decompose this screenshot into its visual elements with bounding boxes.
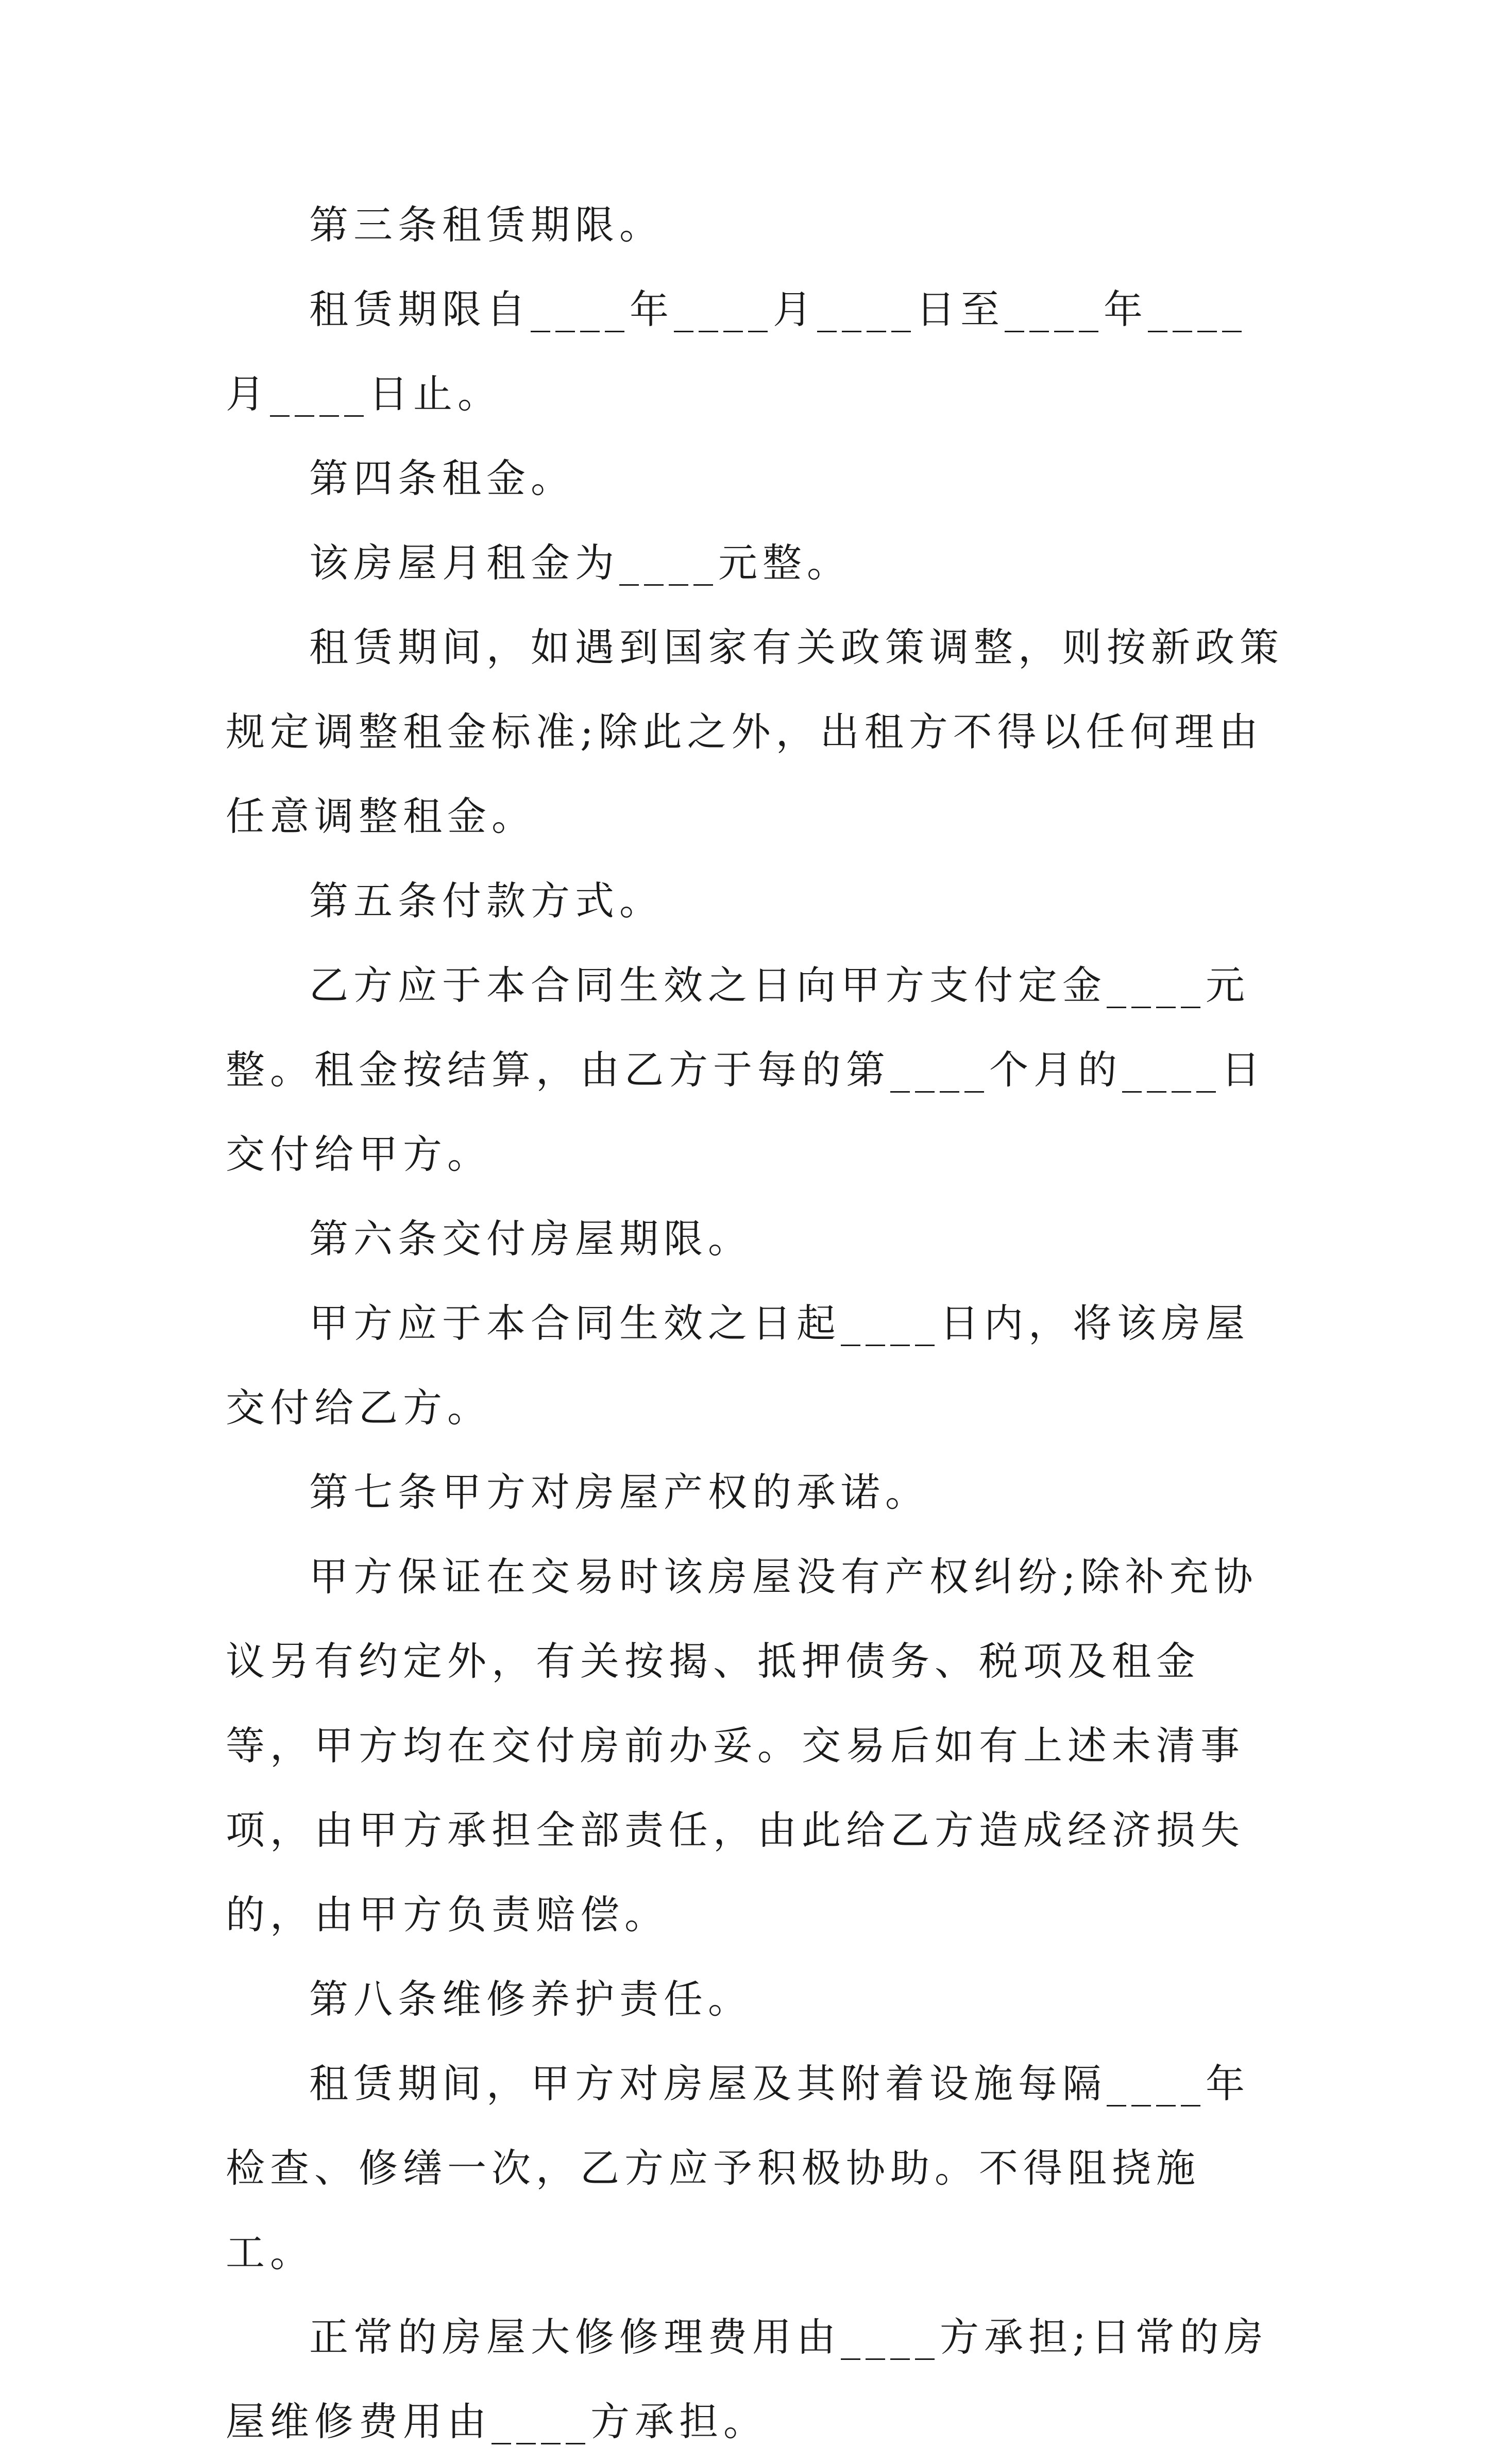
article-7-ownership-clause: 甲方保证在交易时该房屋没有产权纠纷;除补充协议另有约定外，有关按揭、抵押债务、税项及租金等，甲方均在交付房前办妥。交易后如有上述未清事项，由甲方承担全部责任，由此给乙方造成经济损失的，由甲方负责赔偿。: [226, 1554, 1258, 1938]
article-5-heading: 第五条付款方式。: [309, 878, 664, 924]
article-8-heading: 第八条维修养护责任。: [309, 1976, 752, 2022]
article-3-heading: 第三条租赁期限。: [309, 202, 664, 248]
article-4-heading: 第四条租金。: [309, 455, 575, 501]
article-6-delivery-clause: 甲方应于本合同生效之日起____日内，将该房屋交付给乙方。: [226, 1300, 1250, 1431]
article-4-rent-amount: 该房屋月租金为____元整。: [309, 540, 851, 586]
article-7-heading: 第七条甲方对房屋产权的承诺。: [309, 1469, 929, 1515]
article-8-repair-cost-clause: 正常的房屋大修修理费用由____方承担;日常的房屋维修费用由____方承担。: [226, 2314, 1268, 2444]
document-body: [226, 183, 1287, 2464]
article-5-payment-clause: 乙方应于本合同生效之日向甲方支付定金____元整。租金按结算，由乙方于每的第____个月的____日交付给甲方。: [226, 962, 1265, 1177]
article-4-rent-adjustment: 租赁期间，如遇到国家有关政策调整，则按新政策规定调整租金标准;除此之外，出租方不得以任何理由任意调整租金。: [226, 624, 1284, 839]
article-8-inspection-clause: 租赁期间，甲方对房屋及其附着设施每隔____年检查、修缮一次，乙方应予积极协助。不得阻挠施工。: [226, 2061, 1250, 2275]
article-3-term-clause: 租赁期限自____年____月____日至____年____月____日止。: [226, 286, 1247, 417]
article-6-heading: 第六条交付房屋期限。: [309, 1216, 752, 1262]
